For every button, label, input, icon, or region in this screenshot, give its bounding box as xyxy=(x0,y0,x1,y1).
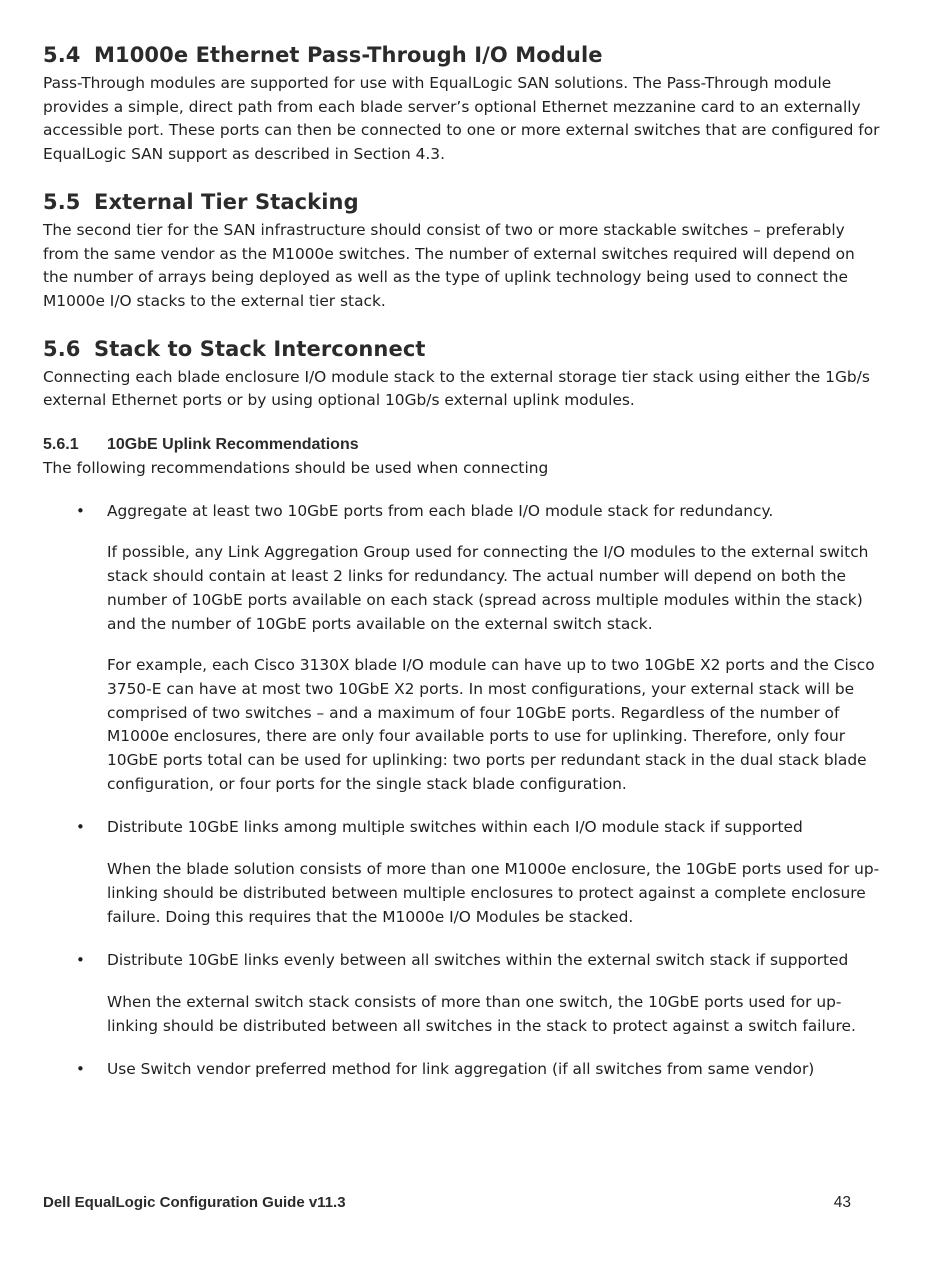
section-title: External Tier Stacking xyxy=(94,189,359,214)
section-title: M1000e Ethernet Pass-Through I/O Module xyxy=(94,43,603,67)
list-item-paragraph: When the external switch stack consists of more than one switch, the 10GbE ports used for up-linking should be distributed between all switches in the stack to protect against a switch failure. xyxy=(107,992,856,1035)
bullet-icon: • xyxy=(76,818,85,837)
list-item-lead: Distribute 10GbE links among multiple switches within each I/O module stack if supported xyxy=(107,818,803,837)
bullet-icon: • xyxy=(76,501,85,520)
list-item xyxy=(43,1058,883,1082)
subsection-5-6-1 xyxy=(43,433,883,1082)
section-body: Connecting each blade enclosure I/O module stack to the external storage tier stack using either the 1Gb/s external Ethernet ports or by using optional 10Gb/s external uplink modules. xyxy=(43,367,870,410)
section-5-6 xyxy=(43,334,883,413)
list-item-paragraph: For example, each Cisco 3130X blade I/O module can have up to two 10GbE X2 ports and the Cisco 3750-E can have at most two 10GbE X2 ports. In most configurations, your external stack will be comprised of two switches – and a maximum of four 10GbE ports. Regardless of the number of M1000e enclosures, there are only four available ports to use for uplinking. Therefore, only four 10GbE ports total can be used for uplinking: two ports per redundant stack in the dual stack blade configuration, or four ports for the single stack blade configuration. xyxy=(107,656,875,793)
section-number: 5.5 xyxy=(43,189,81,214)
section-body: Pass-Through modules are supported for use with EqualLogic SAN solutions. The Pass-Through module provides a simple, direct path from each blade server’s optional Ethernet mezzanine card to an externally accessible port. These ports can then be connected to one or more external switches that are configured for EqualLogic SAN support as described in Section 4.3. xyxy=(43,74,880,164)
list-item-lead: Distribute 10GbE links evenly between all switches within the external switch stack if supported xyxy=(107,951,849,970)
subsection-intro: The following recommendations should be used when connecting xyxy=(43,459,549,478)
section-5-4 xyxy=(43,40,883,167)
section-title: Stack to Stack Interconnect xyxy=(94,336,426,361)
section-number: 5.4 xyxy=(43,43,81,67)
list-item xyxy=(43,500,883,797)
footer-document-title: Dell EqualLogic Configuration Guide v11.3 xyxy=(43,1194,346,1211)
list-item-paragraph: If possible, any Link Aggregation Group used for connecting the I/O modules to the external switch stack should contain at least 2 links for redundancy. The actual number will depend on both the number of 10GbE ports available on each stack (spread across multiple modules within the stack) and the number of 10GbE ports available on the external switch stack. xyxy=(107,543,869,633)
page-number: 43 xyxy=(833,1194,851,1211)
list-item-lead: Aggregate at least two 10GbE ports from each blade I/O module stack for redundancy. xyxy=(107,501,774,520)
list-item xyxy=(43,816,883,929)
recommendation-list xyxy=(43,500,883,1082)
list-item xyxy=(43,949,883,1038)
section-heading xyxy=(43,334,883,364)
section-heading xyxy=(43,40,883,70)
section-5-5 xyxy=(43,187,883,314)
bullet-icon: • xyxy=(76,951,85,970)
list-item-paragraph: When the blade solution consists of more than one M1000e enclosure, the 10GbE ports used for up-linking should be distributed between multiple enclosures to protect against a complete enclosure failure. Doing this requires that the M1000e I/O Modules be stacked. xyxy=(107,860,880,926)
section-number: 5.6 xyxy=(43,336,81,361)
page-footer xyxy=(43,1194,851,1212)
list-item-lead: Use Switch vendor preferred method for link aggregation (if all switches from same vendor) xyxy=(107,1060,815,1079)
subsection-number: 5.6.1 xyxy=(43,436,79,454)
section-body: The second tier for the SAN infrastructure should consist of two or more stackable switches – preferably from the same vendor as the M1000e switches. The number of external switches required will depend on the number of arrays being deployed as well as the type of uplink technology being used to connect the M1000e I/O stacks to the external tier stack. xyxy=(43,220,855,310)
section-heading xyxy=(43,187,883,217)
subsection-heading xyxy=(43,433,883,457)
bullet-icon: • xyxy=(76,1060,85,1079)
document-page xyxy=(43,40,883,1102)
subsection-title: 10GbE Uplink Recommendations xyxy=(107,436,359,454)
